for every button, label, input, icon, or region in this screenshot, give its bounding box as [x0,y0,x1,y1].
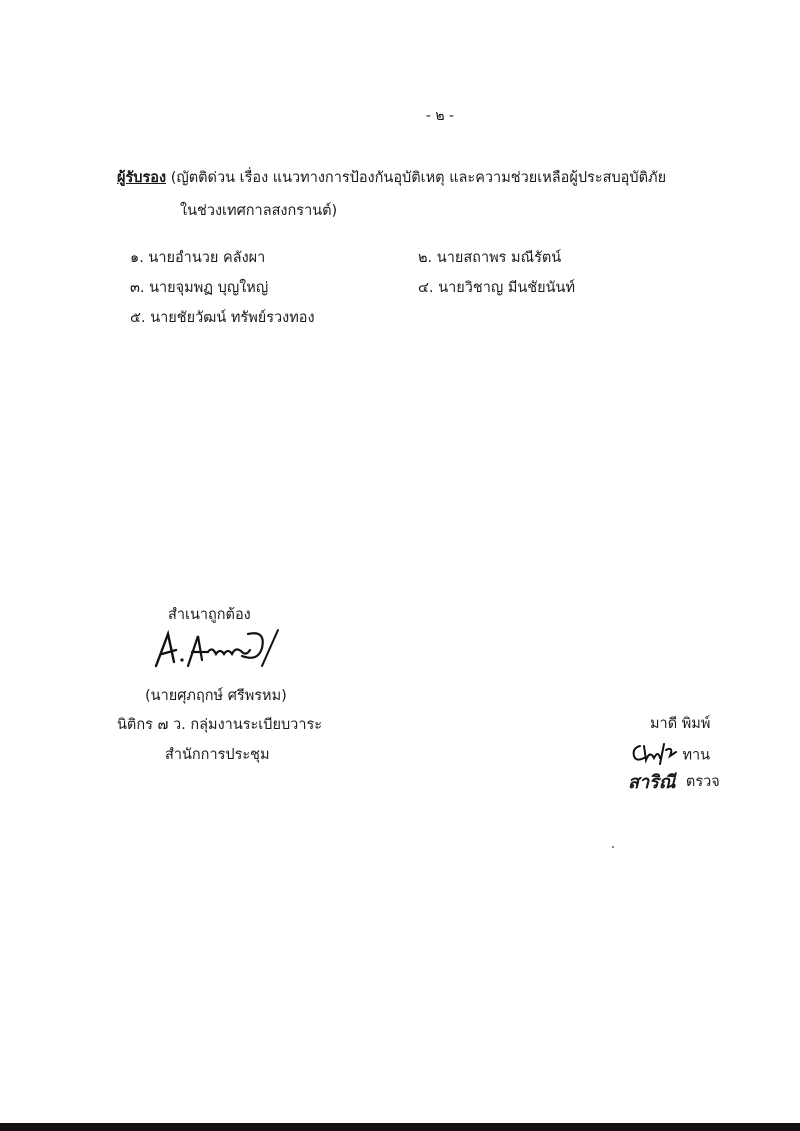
motion-description: (ญัตติด่วน เรื่อง แนวทางการป้องกันอุบัติเหตุ และความช่วยเหลือผู้ประสบอุบัติภัย [170,170,667,186]
certifier-office: สำนักการประชุม [165,747,270,763]
proofreader-signature [630,740,678,770]
endorser-item: ๔. นายวิชาญ มีนชัยนันท์ [418,280,576,296]
page-number: - ๒ - [425,108,455,124]
motion-description-cont: ในช่วงเทศกาลสงกรานต์) [180,203,338,219]
scan-speck [612,846,614,848]
endorser-item: ๒. นายสถาพร มณีรัตน์ [418,250,562,266]
typist-line: มาดี พิมพ์ [650,716,711,732]
proofreader-line [630,740,710,770]
certifier-signature [150,622,280,676]
endorser-item: ๑. นายอำนวย คลังผา [130,250,266,266]
endorsers-label: ผู้รับรอง [117,170,167,186]
proofreader-role: ทาน [682,747,711,764]
endorser-item: ๕. นายชัยวัฒน์ ทรัพย์รวงทอง [130,310,315,326]
scan-bottom-edge [0,1123,800,1131]
certifier-position: นิติกร ๗ ว. กลุ่มงานระเบียบวาระ [117,717,323,733]
endorsers-heading [117,166,666,189]
certifier-name: (นายศุภฤกษ์ ศรีพรหม) [145,688,287,704]
copy-certified-heading: สำเนาถูกต้อง [168,607,251,623]
checker-name: สาริณี [628,772,676,793]
endorser-item: ๓. นายจุมพฏ บุญใหญ่ [130,280,269,296]
checker-line [628,767,720,796]
checker-role: ตรวจ [685,774,720,790]
